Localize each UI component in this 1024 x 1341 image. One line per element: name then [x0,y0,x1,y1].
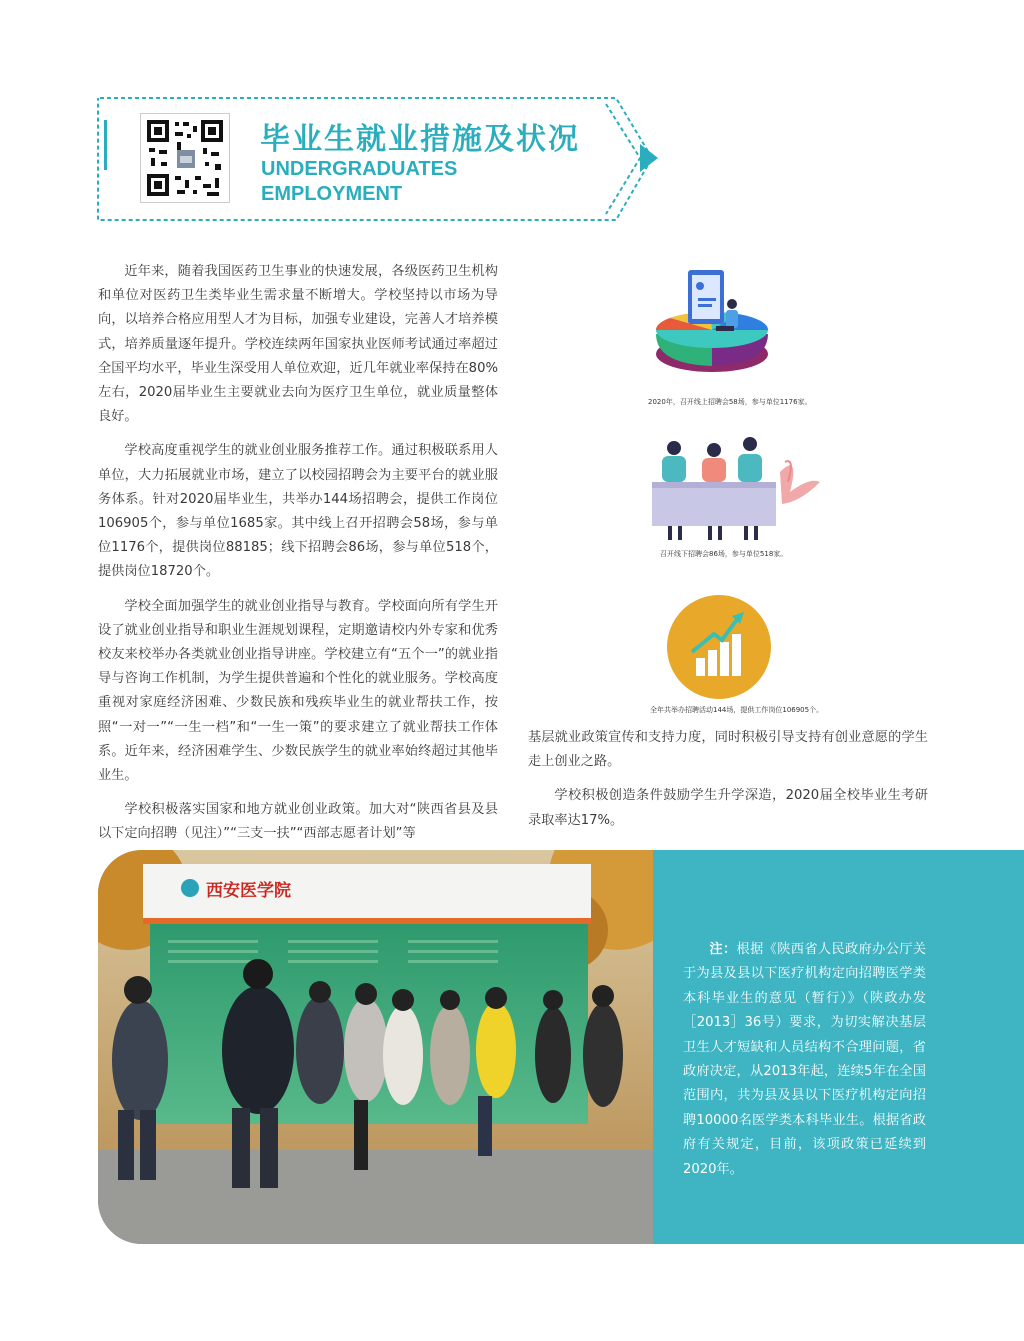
paragraph: 学校积极落实国家和地方就业创业政策。加大对“陕西省县及县以下定向招聘（见注）”“三支一扶”“西部志愿者计划”等 [98,802,498,842]
online-fair-illustration [650,268,790,388]
total-fair-caption: 全年共举办招聘活动144场，提供工作岗位106905个。 [650,706,824,714]
right-text-column [528,726,928,843]
banner-sign-text: 西安医学院 [206,881,291,901]
paragraph: 基层就业政策宣传和支持力度，同时积极引导支持有创业意愿的学生走上创业之路。 [528,730,928,770]
offline-fair-caption: 召开线下招聘会86场，参与单位518家。 [660,550,788,558]
subtitle-line-1: UNDERGRADUATES [261,158,458,180]
page-title: 毕业生就业措施及状况 [260,122,580,157]
paragraph: 学校全面加强学生的就业创业指导与教育。学校面向所有学生开设了就业创业指导和职业生涯规划课程，定期邀请校内外专家和优秀校友来校举办各类就业创业指导讲座。学校建立有“五个一”的就业指导与咨询工作机制，为学生提供普遍和个性化的就业服务。学校高度重视对家庭经济困难、少数民族和残疾毕业生的就业帮扶工作，按照“一对一”“一生一档”和“一生一策”的要求建立了就业帮扶工作体系。近年来，经济困难学生、少数民族学生的就业率始终超过其他毕业生。 [98,598,498,784]
job-fair-photo [98,850,653,1244]
note-label: 注： [709,942,737,957]
paragraph: 学校高度重视学生的就业创业服务推荐工作。通过积极联系用人单位，大力拓展就业市场，建立了以校园招聘会为主要平台的就业服务体系。针对2020届毕业生，共举办144场招聘会，提供工作岗位106905个，参与单位1685家。其中线上召开招聘会58场，参与单位1176个，提供岗位88185；线下招聘会86场，参与单位518个，提供岗位18720个。 [98,443,498,580]
subtitle-line-2: EMPLOYMENT [261,183,403,205]
qr-code-icon [140,113,230,203]
page-subtitle [261,157,457,207]
note-text: 根据《陕西省人民政府办公厅关于为县及县以下医疗机构定向招聘医学类本科毕业生的意见（暂行）》（陕政办发［2013］36号）要求，为切实解决基层卫生人才短缺和人员结构不合理问题，省政府决定，从2013年起，连续5年在全国范围内，共为县及县以下医疗机构定向招聘10000名医学类本科毕业生。根据省政府有关规定，目前，该项政策已延续到2020年。 [683,942,927,1177]
offline-fair-illustration [650,432,826,542]
policy-note [683,938,926,1182]
growth-chart-icon [666,594,772,700]
online-fair-caption: 2020年，召开线上招聘会58场，参与单位1176家。 [648,398,812,406]
left-text-column [98,260,498,857]
paragraph: 近年来，随着我国医药卫生事业的快速发展，各级医药卫生机构和单位对医药卫生类毕业生需求量不断增大。学校坚持以市场为导向，以培养合格应用型人才为目标，加强专业建设，完善人才培养模式，培养质量逐年提升。学校连续两年国家执业医师考试通过率超过全国平均水平，毕业生深受用人单位欢迎，近几年就业率保持在80%左右，2020届毕业生主要就业去向为医疗卫生单位，就业质量整体良好。 [98,264,498,425]
paragraph: 学校积极创造条件鼓励学生升学深造，2020届全校毕业生考研录取率达17%。 [528,788,928,828]
